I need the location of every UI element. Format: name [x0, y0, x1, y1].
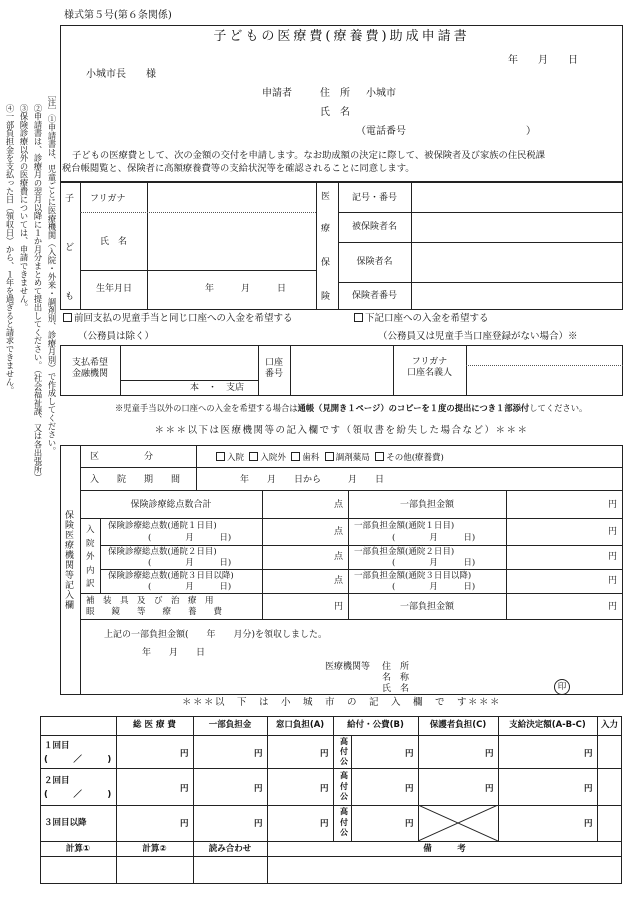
visit3-points: 保険診療総点数(通院３日目以降) — [108, 571, 234, 581]
note-2: ②申請書は、診療月の翌月以降に１か月分まとめて提出してください。（社会福祉課、又は各出張所） — [33, 104, 43, 482]
option-other-account-note: （公務員又は児童手当口座登録がない場合）※ — [378, 331, 578, 342]
visit2-date: ( 月 日) — [148, 558, 232, 568]
row3-benefit-codes: 高 付 公 — [340, 807, 348, 837]
row2-label: ２回目 — [44, 776, 70, 786]
name-label: 氏 名 — [320, 107, 350, 118]
total-points-label: 保険診療総点数合計 — [130, 500, 212, 510]
bank-box — [60, 345, 623, 396]
appliance-label-1: 補 装 具 及 び 治 療 用 — [86, 596, 214, 606]
outpatient-breakdown-label: 入 院 外 内 訳 — [86, 525, 95, 589]
period-label: 入 院 期 間 — [90, 475, 181, 485]
kubun-opt-dental[interactable]: 歯科 — [291, 453, 319, 463]
ins-side-2: 療 — [321, 224, 331, 234]
col-decision: 支給決定額(A-B-C) — [509, 720, 586, 730]
symbol-number-label: 記号・番号 — [351, 193, 397, 203]
ins-side-3: 保 — [321, 258, 331, 268]
phone-label: （電話番号 ） — [356, 126, 536, 137]
branch-label: 本 ・ 支店 — [190, 383, 245, 393]
readback-label: 読み合わせ — [208, 844, 252, 854]
visit1-pay: 一部負担金額(通院１日目) — [354, 521, 455, 531]
date-line: 年 月 日 — [508, 55, 578, 66]
unit-ten: 点 — [334, 500, 344, 510]
col-self-pay: 一部負担金 — [208, 720, 252, 730]
col-window-a: 窓口負担(A) — [275, 720, 325, 730]
col-total-cost: 総 医 療 費 — [133, 720, 176, 730]
child-side-2: ど — [65, 243, 75, 253]
calc2-label: 計算② — [142, 844, 167, 854]
insurer-name-label: 保険者名 — [356, 257, 393, 267]
period-value: 年 月 日から 月 日 — [240, 475, 385, 485]
seal-icon: 印 — [554, 679, 570, 695]
row2-benefit-codes: 高 付 公 — [340, 771, 348, 801]
col-benefit-b: 給付・公費(B) — [347, 720, 404, 730]
form-title: 子どもの医療費(療養費)助成申請書 — [213, 29, 470, 44]
option-same-account-note: （公務員は除く） — [78, 331, 155, 342]
city-section-header: ＊＊＊以 下 は 小 城 市 の 記 入 欄 で す＊＊＊ — [181, 697, 501, 708]
visit2-points: 保険診療総点数(通院２日目) — [108, 547, 217, 557]
visit1-date: ( 月 日) — [148, 533, 232, 543]
not-applicable-cross — [418, 805, 498, 841]
insurer-number-label: 保険者番号 — [351, 291, 397, 301]
receipt-date: 年 月 日 — [142, 648, 206, 658]
kubun-opt-pharmacy[interactable]: 調剤薬局 — [325, 453, 370, 463]
kubun-opt-inpatient[interactable]: 入院 — [216, 453, 244, 463]
child-name-label: 氏 名 — [100, 237, 128, 247]
receipt-statement: 上記の一部負担金額( 年 月分)を領収しました。 — [104, 630, 328, 640]
row2-sub: ( ／ ) — [44, 790, 112, 800]
checkbox[interactable] — [354, 313, 363, 322]
furigana-label: フリガナ — [90, 194, 126, 204]
col-guardian-c: 保護者負担(C) — [429, 720, 487, 730]
kubun-options — [216, 452, 444, 463]
birthdate-label: 生年月日 — [96, 284, 133, 294]
unit-yen: 円 — [608, 500, 618, 510]
note-4: ④一部負担金を支払った日（領収日）から、１年を過ぎると請求できません。 — [5, 104, 15, 395]
col-input: 入力 — [600, 720, 618, 730]
mayor-addressee: 小城市長 様 — [86, 69, 156, 80]
bank-note: ※児童手当以外の口座への入金を希望する場合は通帳（見開き１ページ）のコピーを１度の提出につき１部添付してください。 — [115, 403, 588, 413]
application-form: 様式第５号(第６条関係) 子どもの医療費(療養費)助成申請書 年 月 日 小城市長 様 申請者 住 所 小城市 氏 名 （電話番号 ） 子どもの医療費として、次の金額の交付を申請します。なお助成額の決定に際して、被保険者及び家族の住民税課 税台帳閲覧と、保険者に高額療養費等の支給状況等を確認されることに同意します。 ［注］①申請書は、児童ごとに医療機関（入院・外来・調剤別、診療月別）で作成してください。 ②申請書は、診療月の翌月以降に１か月分まとめて提出してください。（社会福祉課、又は各出張所） ③保険診療以外の医療費については、申請できません。 ④一部負担金を支払った日（領収日）から、１年を過ぎると請求できません。 子 ど も フリガナ 氏 名 生年月日 年 月 日 医 療 保 険 記号・番号 被保険者名 保険者名 保険者番号 前回支払の児童手当と同じ口座への入金を希望する （公務員は除く） 下記口座への入金を希望する （公務員又は児童手当口座登録がない場合）※ 支払希望 金融機関 本 ・ 支店 口座 番号 フリガナ 口座名義人 ※児童手当以外の口座への入金を希望する場合は通帳（見開き１ページ）のコピーを１度の提出につき１部添付してください。 ＊＊＊以下は医療機関等の記入欄です（領収書を紛失した場合など）＊＊＊ 保険医療機関等記入欄 区 分 入院 入院外 歯科 調剤薬局 その他(療養費) 入 院 期 間 年 月 日から 月 日 保険診療総点数合計 点 一部負担金額 円 入 院 外 内 訳 保険診療総点数(通院１日目) ( 月 日) 点 一部負担金額(通院１日目) ( 月 日) 円 保険診療総点数(通院２日目) ( 月 日) 点 一部負担金額(通院２日目) ( 月 日) 円 保険診療総点数(通院３日目以降) ( 月 日) 点 一部負担金額(通院３日目以降) ( 月 日) 円 補 装 具 及 び 治 療 用 眼 鏡 等 療 養 費 円 一部負担金額 円 上記の一部負担金額( 年 月分)を領収しました。 年 月 日 医療機関等 住 所 名 称 氏 名 印 ＊＊＊以 下 は 小 城 市 の 記 入 欄 で す＊＊＊ 総 医 療 費 一部負担金 窓口負担(A) 給付・公費(B) 保護者負担(C) 支給決定額(A-B-C) 入力 １回目 ( ／ ) 円 円 円 高 付 公 円 円 円 ２回目 ( ／ ) 円 円 円 高 付 公 円 円 円 ３回目以降 円 円 円 高 付 公 円 円 計算① 計算② 読み合わせ 備 考 — [0, 0, 630, 903]
insured-name-label: 被保険者名 — [351, 222, 397, 232]
visit3-pay: 一部負担金額(通院３日目以降) — [354, 571, 472, 581]
child-side-3: も — [65, 292, 75, 302]
kubun-opt-other[interactable]: その他(療養費) — [375, 453, 444, 463]
medical-side-label: 保険医療機関等記入欄 — [63, 510, 73, 610]
kubun-opt-outpatient[interactable]: 入院外 — [249, 453, 286, 463]
birthdate-value: 年 月 日 — [205, 284, 287, 294]
account-holder-label: フリガナ 口座名義人 — [406, 357, 452, 378]
calc1-label: 計算① — [65, 844, 91, 854]
row3-label: ３回目以降 — [44, 818, 87, 828]
bank-institution-label: 支払希望 金融機関 — [71, 358, 108, 379]
row1-label: １回目 — [44, 741, 70, 751]
note-1: ［注］①申請書は、児童ごとに医療機関（入院・外来・調剤別、診療月別）で作成してください。 — [47, 90, 57, 456]
option-other-account[interactable]: 下記口座への入金を希望する — [354, 313, 489, 324]
visit1-points: 保険診療総点数(通院１日目) — [108, 521, 217, 531]
account-number-label: 口座 番号 — [264, 358, 283, 379]
form-number: 様式第５号(第６条関係) — [64, 10, 172, 21]
consent-line-2: 税台帳閲覧と、保険者に高額療養費等の支給状況等を確認されることに同意します。 — [62, 163, 415, 174]
ins-side-1: 医 — [321, 192, 331, 202]
checkbox[interactable] — [63, 313, 72, 322]
city-table — [40, 716, 622, 884]
self-pay-label: 一部負担金額 — [399, 500, 454, 510]
appliance-label-2: 眼 鏡 等 療 養 費 — [86, 607, 223, 617]
ins-side-4: 険 — [321, 292, 331, 302]
child-side-1: 子 — [65, 194, 75, 204]
medical-section-header: ＊＊＊以下は医療機関等の記入欄です（領収書を紛失した場合など）＊＊＊ — [154, 425, 529, 436]
consent-line-1: 子どもの医療費として、次の金額の交付を申請します。なお助成額の決定に際して、被保険者及び家族の住民税課 — [72, 150, 546, 161]
visit2-pay: 一部負担金額(通院２日目) — [354, 547, 455, 557]
row1-benefit-codes: 高 付 公 — [340, 737, 348, 766]
option-same-account[interactable]: 前回支払の児童手当と同じ口座への入金を希望する — [63, 313, 293, 324]
address-label: 住 所 — [320, 88, 350, 99]
address-value: 小城市 — [366, 88, 396, 99]
visit3-date: ( 月 日) — [148, 582, 232, 592]
applicant-label: 申請者 — [262, 88, 292, 99]
remarks-label: 備 考 — [423, 844, 466, 854]
row1-sub: ( ／ ) — [44, 755, 112, 765]
kubun-label: 区 分 — [90, 452, 154, 462]
institution-label: 医療機関等 — [325, 662, 371, 672]
note-3: ③保険診療以外の医療費については、申請できません。 — [19, 104, 29, 312]
